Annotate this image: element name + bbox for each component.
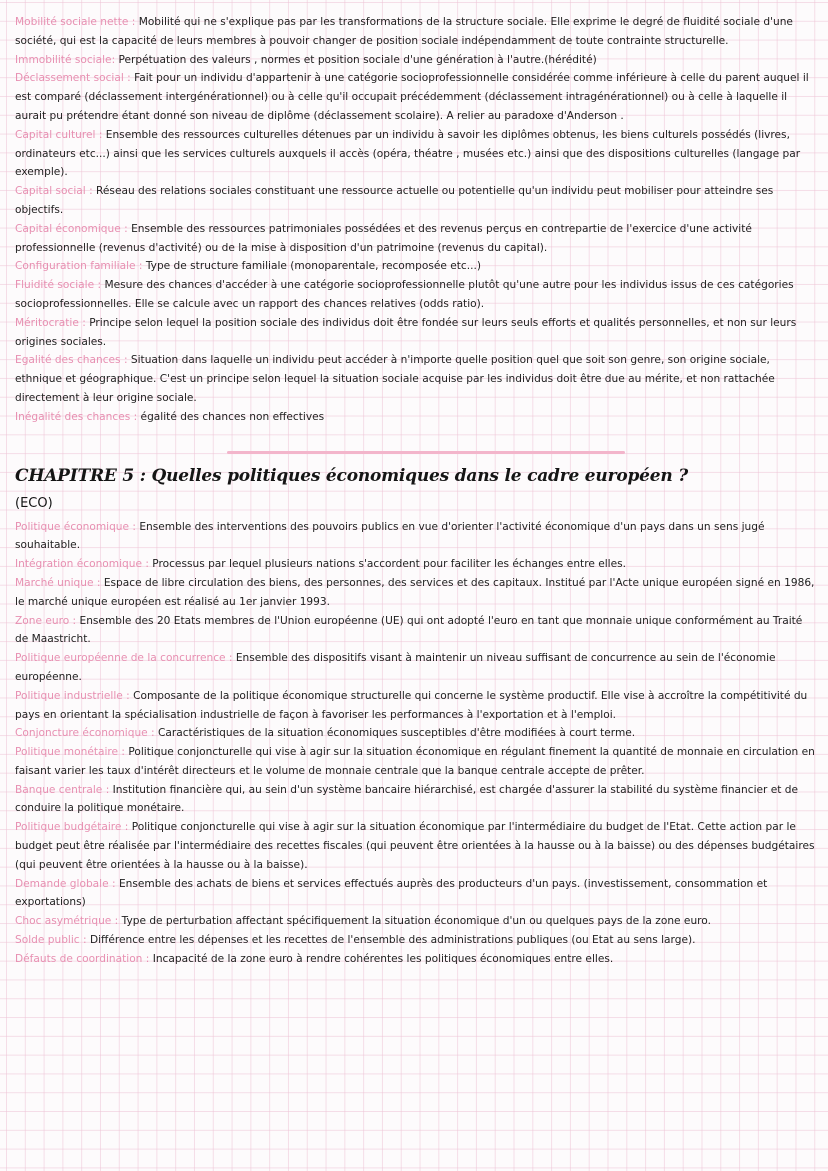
- section-divider: [227, 451, 625, 454]
- glossary-definition: Politique conjoncturelle qui vise à agir sur la situation économique par l'intermédiaire du budget de l'Etat. Cette action par le budget peut être réalisée par l'intermédiaire des recettes fiscales (qui peuvent être orientées à la hausse ou à la baisse) ou des dépenses budgétaires (qui peuvent être orientées à la hausse ou à la baisse).: [15, 821, 815, 871]
- glossary-entry: [15, 518, 815, 556]
- term-separator: :: [108, 877, 119, 890]
- glossary-term: Déclassement social: [15, 72, 124, 85]
- glossary-term: Fluidité sociale: [15, 279, 95, 292]
- glossary-term: Intégration économique: [15, 558, 142, 571]
- glossary-term: Marché unique: [15, 576, 94, 589]
- term-separator: :: [123, 72, 135, 85]
- glossary-definition: Différence entre les dépenses et les recettes de l'ensemble des administrations publiques (ou Etat au sens large).: [89, 934, 696, 947]
- glossary-definition: Ensemble des achats de biens et services effectués auprès des producteurs d'un pays. (investissement, consommation et exportations): [15, 877, 768, 909]
- glossary-definition: Processus par lequel plusieurs nations s'accordent pour faciliter les échanges entre elles.: [152, 558, 627, 571]
- glossary-entry: [15, 875, 815, 913]
- glossary-entry: [15, 69, 815, 125]
- term-separator: :: [225, 652, 236, 665]
- term-separator: :: [69, 614, 80, 627]
- glossary-term: Méritocratie: [15, 316, 79, 329]
- glossary-entry: [15, 743, 815, 781]
- term-separator: :: [120, 222, 132, 235]
- glossary-definition: Perpétuation des valeurs , normes et position sociale d'une génération à l'autre.(hérédité): [118, 53, 597, 66]
- glossary-entry: [15, 950, 815, 969]
- glossary-definition: Institution financière qui, au sein d'un système bancaire hiérarchisé, est chargée d'assurer la stabilité du système financier et de conduire la politique monétaire.: [15, 783, 799, 815]
- glossary-entry: [15, 276, 815, 314]
- glossary-entry: [15, 220, 815, 258]
- glossary-definition: Caractéristiques de la situation économiques susceptibles d'être modifiées à court terme.: [157, 727, 636, 740]
- glossary-definition: Fait pour un individu d'appartenir à une catégorie socioprofessionnelle considérée comme inférieure à celle du parent auquel il est comparé (déclassement intergénérationnel) ou à celle qu'il occupait précédemment (déclassement intragénérationnel) ou à celle à laquelle il aurait pu prétendre étant donné son niveau de diplôme (déclassement scolaire). A relier au paradoxe d'Anderson .: [15, 72, 809, 122]
- glossary-entry: [15, 13, 815, 51]
- term-separator: :: [128, 16, 139, 28]
- glossary-term: Choc asymétrique: [15, 915, 112, 928]
- term-separator: :: [129, 520, 140, 533]
- glossary-definition: Ensemble des ressources patrimoniales possédées et des revenus perçus en contrepartie de l'exercice d'une activité professionnelle (revenus d'activité) ou de la mise à disposition d'un patrimoine (revenus du capital).: [15, 222, 752, 254]
- term-separator: :: [122, 689, 134, 702]
- glossary-term: Inégalité des chances: [15, 410, 131, 423]
- chapter-title: CHAPITRE 5 : Quelles politiques économiques dans le cadre européen ?: [15, 465, 689, 486]
- glossary-term: Politique monétaire: [15, 746, 119, 759]
- glossary-definition: Ensemble des interventions des pouvoirs publics en vue d'orienter l'activité économique d'un pays dans un sens jugé souhaitable.: [15, 520, 765, 552]
- glossary-term: Conjoncture économique: [15, 727, 148, 740]
- glossary-definition: égalité des chances non effectives: [140, 410, 325, 423]
- glossary-term: Configuration familiale: [15, 260, 136, 273]
- term-separator: :: [94, 279, 105, 292]
- glossary-definition: Ensemble des 20 Etats membres de l'Union européenne (UE) qui ont adopté l'euro en tant que monnaie unique conformément au Traité de Maastricht.: [15, 614, 803, 646]
- glossary-section-economics: [15, 518, 815, 969]
- glossary-definition: Composante de la politique économique structurelle qui concerne le système productif. Elle vise à accroître la compétitivité du pays en orientant la spécialisation industrielle de façon à favoriser les performances à l'exportation et à l'emploi.: [15, 689, 808, 721]
- glossary-definition: Réseau des relations sociales constituant une ressource actuelle ou potentielle qu'un individu peut mobiliser pour atteindre ses objectifs.: [15, 185, 774, 216]
- glossary-term: Politique économique: [15, 520, 130, 533]
- glossary-entry: [15, 649, 815, 687]
- glossary-entry: [15, 818, 815, 874]
- glossary-term: Politique budgétaire: [15, 821, 122, 834]
- glossary-definition: Type de structure familiale (monoparentale, recomposée etc...): [145, 260, 481, 273]
- glossary-definition: Ensemble des dispositifs visant à maintenir un niveau suffisant de concurrence au sein de l'économie européenne.: [15, 652, 776, 683]
- glossary-entry: [15, 182, 815, 220]
- term-separator: :: [121, 821, 132, 834]
- glossary-term: Politique industrielle: [15, 689, 123, 702]
- term-separator: :: [120, 354, 131, 367]
- chapter-subject-tag: (ECO): [15, 495, 53, 511]
- glossary-entry: [15, 724, 815, 743]
- glossary-entry: [15, 257, 815, 276]
- term-separator: :: [111, 53, 119, 66]
- glossary-definition: Situation dans laquelle un individu peut accéder à n'importe quelle position quel que soit son genre, son origine sociale, ethnique et géographique. C'est un principe selon lequel la situation sociale acquise par les individus doit être due au mérite, et non rattachée directement à leur origine sociale.: [15, 354, 775, 404]
- term-separator: :: [79, 934, 90, 947]
- glossary-term: Capital social: [15, 185, 86, 198]
- term-separator: :: [141, 558, 153, 571]
- glossary-definition: Principe selon lequel la position sociale des individus doit être fondée sur leurs seuls efforts et qualités personnelles, et non sur leurs origines sociales.: [15, 316, 797, 348]
- glossary-entry: [15, 51, 815, 70]
- glossary-entry: [15, 314, 815, 352]
- glossary-definition: Espace de libre circulation des biens, des personnes, des services et des capitaux. Institué par l'Acte unique européen signé en 1986, le marché unique européen est réalisé au 1er janvier 1993.: [15, 576, 815, 608]
- glossary-term: Immobilité sociale: [15, 53, 112, 66]
- glossary-definition: Ensemble des ressources culturelles détenues par un individu à savoir les diplômes obtenus, les biens culturels possédés (livres, ordinateurs etc...) ainsi que les services culturels auxquels il accès (opéra, théatre , musées etc.) ainsi que des dispositions culturelles (langage par exemple).: [15, 128, 801, 179]
- glossary-term: Solde public: [15, 934, 80, 947]
- glossary-entry: [15, 781, 815, 819]
- term-separator: :: [130, 410, 141, 423]
- glossary-definition: Mesure des chances d'accéder à une catégorie socioprofessionnelle plutôt qu'une autre pour les individus issus de ces catégories socioprofessionnelles. Elle se calcule avec un rapport des chances relatives (odds ratio).: [15, 279, 794, 310]
- glossary-term: Mobilité sociale nette: [15, 16, 129, 28]
- glossary-entry: [15, 574, 815, 612]
- glossary-definition: Mobilité qui ne s'explique pas par les transformations de la structure sociale. Elle exprime le degré de fluidité sociale d'une société, qui est la capacité de leurs membres à pouvoir changer de position sociale indépendamment de toute contrainte structurelle.: [15, 16, 793, 47]
- term-separator: :: [93, 576, 104, 589]
- glossary-entry: [15, 408, 815, 427]
- glossary-entry: [15, 351, 815, 407]
- term-separator: :: [111, 915, 122, 928]
- glossary-term: Demande globale: [15, 877, 109, 890]
- glossary-entry: [15, 612, 815, 650]
- term-separator: :: [85, 185, 97, 198]
- glossary-term: Capital économique: [15, 222, 121, 235]
- term-separator: :: [135, 260, 146, 273]
- glossary-section-social: [15, 13, 815, 427]
- term-separator: :: [142, 952, 153, 965]
- term-separator: :: [95, 128, 106, 141]
- glossary-definition: Incapacité de la zone euro à rendre cohérentes les politiques économiques entre elles.: [152, 952, 614, 965]
- glossary-term: Capital culturel: [15, 128, 96, 141]
- glossary-term: Egalité des chances: [15, 354, 121, 367]
- term-separator: :: [78, 316, 90, 329]
- term-separator: :: [102, 783, 113, 796]
- glossary-entry: [15, 931, 815, 950]
- glossary-entry: [15, 126, 815, 182]
- glossary-term: Banque centrale: [15, 783, 103, 796]
- glossary-term: Zone euro: [15, 614, 70, 627]
- glossary-term: Défauts de coordination: [15, 952, 143, 965]
- glossary-entry: [15, 555, 815, 574]
- notes-page: [15, 13, 815, 969]
- glossary-entry: [15, 687, 815, 725]
- glossary-definition: Politique conjoncturelle qui vise à agir sur la situation économique en régulant finement la quantité de monnaie en circulation en faisant varier les taux d'intérêt directeurs et le volume de monnaie centrale que la banque centrale accepte de prêter.: [15, 746, 815, 777]
- term-separator: :: [147, 727, 158, 740]
- glossary-entry: [15, 912, 815, 931]
- glossary-term: Politique européenne de la concurrence: [15, 652, 226, 665]
- glossary-definition: Type de perturbation affectant spécifiquement la situation économique d'un ou quelques pays de la zone euro.: [121, 915, 711, 928]
- term-separator: :: [118, 746, 129, 759]
